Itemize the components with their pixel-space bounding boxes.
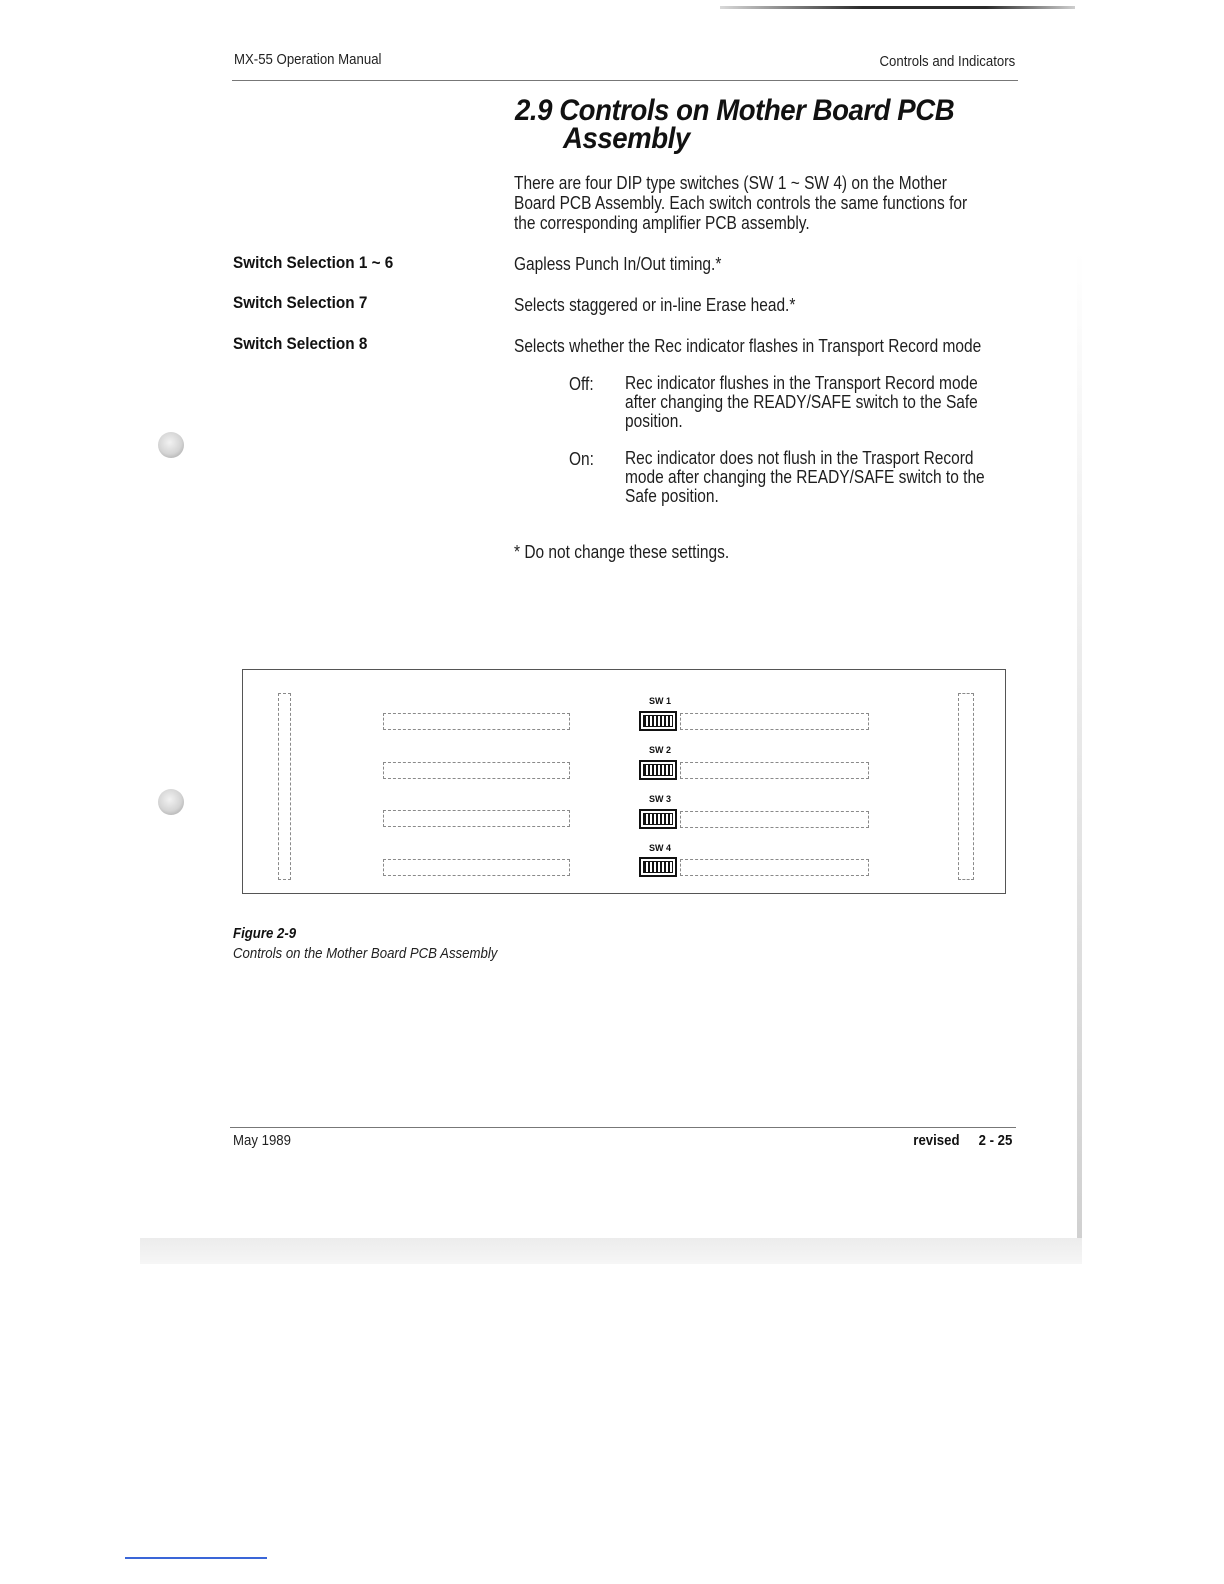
dip-switch-sw1 [639,711,677,731]
pcb-diagram [242,669,1006,894]
right-slot-outline [680,762,869,779]
footer-page-number: 2 - 25 [978,1132,1012,1149]
left-slot-outline [383,762,570,779]
section-title-line2: Assembly [563,122,690,155]
sw4-label: SW 4 [649,843,672,853]
footer-page-info [907,1132,1012,1150]
dip-switch-sw4 [639,857,677,877]
settings-note: * Do not change these settings. [514,542,730,562]
dip-switch-sw3 [639,809,677,829]
setting-label-1-6: Switch Selection 1 ~ 6 [233,253,394,272]
figure-caption: Controls on the Mother Board PCB Assembly [233,945,498,962]
intro-paragraph [514,173,1041,233]
option-line: Rec indicator flushes in the Transport Record mode [625,373,978,393]
option-line: mode after changing the READY/SAFE switch to the [625,467,985,487]
footer-date: May 1989 [233,1132,291,1149]
sw3-label: SW 3 [649,794,672,804]
header-manual-title: MX-55 Operation Manual [234,51,382,68]
footer-revised: revised [913,1132,960,1149]
right-slot-outline [680,859,869,876]
header-section-name: Controls and Indicators [879,53,1015,70]
intro-line: the corresponding amplifier PCB assembly. [514,213,810,233]
intro-line: Board PCB Assembly. Each switch controls the same functions for [514,193,968,213]
header-rule [232,80,1018,81]
option-line: after changing the READY/SAFE switch to the Safe [625,392,978,412]
right-slot-outline [680,713,869,730]
left-slot-outline [383,810,570,827]
option-desc-on [625,449,1043,506]
scan-right-edge [1077,250,1082,1250]
right-connector-outline [958,693,974,880]
scan-top-line [720,6,1075,9]
setting-text-8: Selects whether the Rec indicator flashes in Transport Record mode [514,336,982,356]
setting-label-8: Switch Selection 8 [233,334,368,353]
option-line: Rec indicator does not flush in the Trasport Record [625,448,974,468]
scan-bottom-mark [125,1557,267,1559]
scan-bottom-shade [140,1238,1082,1264]
right-slot-outline [680,811,869,828]
intro-line: There are four DIP type switches (SW 1 ~ SW 4) on the Mother [514,173,947,193]
left-slot-outline [383,859,570,876]
binder-hole-top [158,432,184,458]
setting-label-7: Switch Selection 7 [233,293,368,312]
setting-text-1-6: Gapless Punch In/Out timing.* [514,254,722,274]
figure-number: Figure 2-9 [233,925,297,942]
left-connector-outline [278,693,291,880]
binder-hole-bottom [158,789,184,815]
option-key-on: On: [569,449,594,469]
option-key-off: Off: [569,374,594,394]
footer-rule [230,1127,1016,1128]
sw1-label: SW 1 [649,696,672,706]
dip-switch-sw2 [639,760,677,780]
option-line: Safe position. [625,486,719,506]
option-desc-off [625,374,1035,431]
left-slot-outline [383,713,570,730]
setting-text-7: Selects staggered or in-line Erase head.* [514,295,796,315]
sw2-label: SW 2 [649,745,672,755]
option-line: position. [625,411,683,431]
section-title-line1: 2.9 Controls on Mother Board PCB [515,94,955,127]
